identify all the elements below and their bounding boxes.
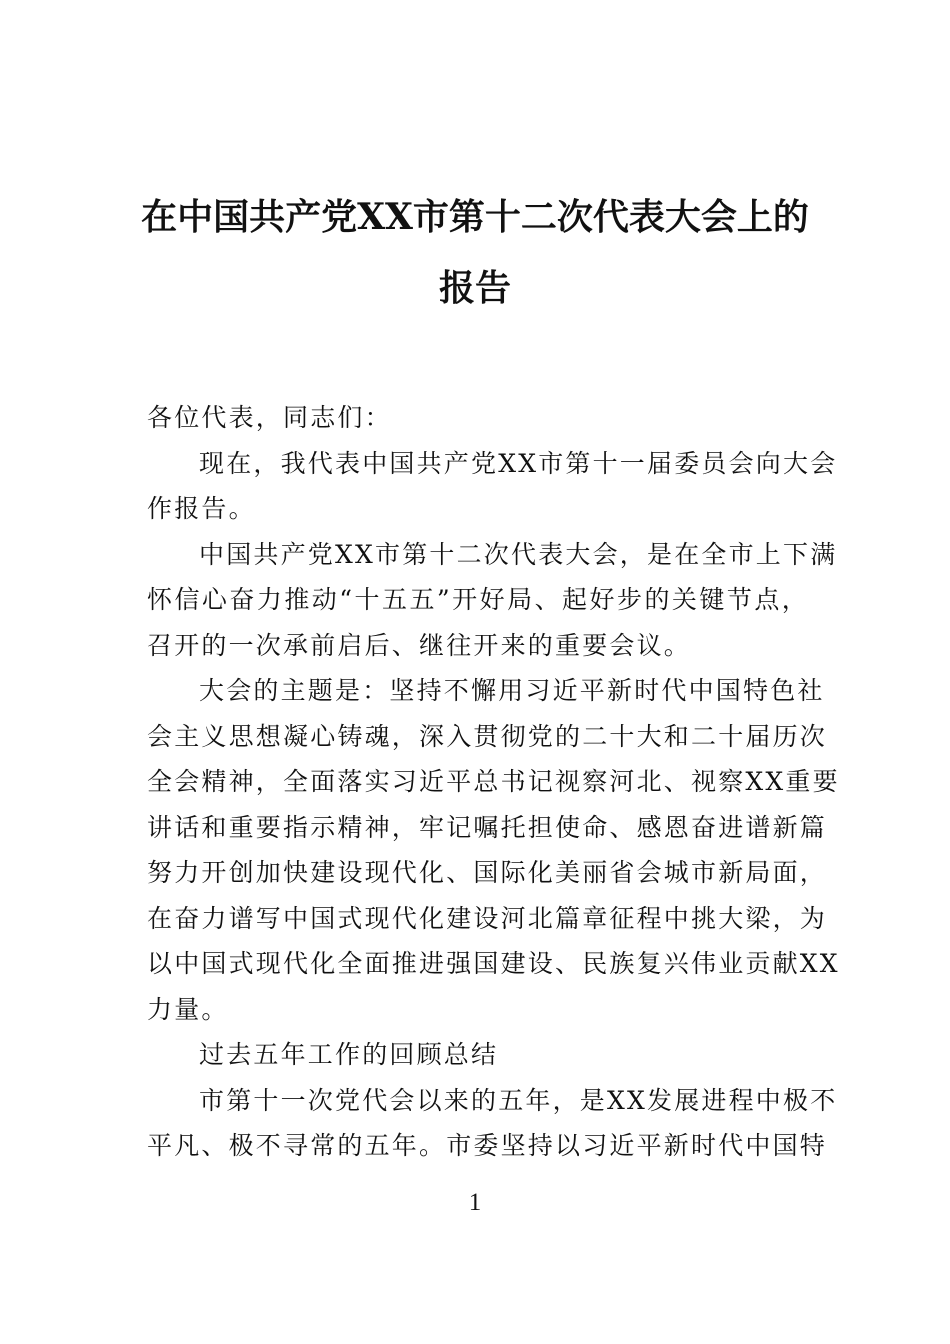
- text-line: 大会的主题是：坚持不懈用习近平新时代中国特色社: [199, 676, 825, 705]
- text-line: 努力开创加快建设现代化、国际化美丽省会城市新局面，: [147, 858, 828, 887]
- title-line-1: 在中国共产党XX市第十二次代表大会上的: [141, 196, 809, 238]
- text-line: 作报告。: [147, 494, 256, 523]
- page-number: 1: [468, 1189, 482, 1216]
- title-line-2: 报告: [438, 267, 511, 309]
- text-line: 怀信心奋力推动“十五五”开好局、起好步的关键节点，: [147, 585, 809, 614]
- text-line: 全会精神，全面落实习近平总书记视察河北、视察XX重要: [147, 767, 840, 796]
- text-line: 召开的一次承前启后、继往开来的重要会议。: [147, 630, 692, 660]
- text-line: 平凡、极不寻常的五年。市委坚持以习近平新时代中国特: [147, 1131, 828, 1160]
- text-line: 各位代表，同志们：: [147, 403, 392, 432]
- text-line: 力量。: [147, 994, 229, 1024]
- text-line: 在奋力谱写中国式现代化建设河北篇章征程中挑大梁，为: [147, 903, 828, 933]
- text-line: 市第十一次党代会以来的五年，是XX发展进程中极不: [199, 1085, 838, 1115]
- text-line: 现在，我代表中国共产党XX市第十一届委员会向大会: [199, 448, 838, 478]
- text-line: 讲话和重要指示精神，牢记嘱托担使命、感恩奋进谱新篇: [147, 812, 828, 842]
- text-line: 会主义思想凝心铸魂，深入贯彻党的二十大和二十届历次: [147, 721, 828, 751]
- document-body: [147, 395, 840, 1169]
- text-line: 以中国式现代化全面推进强国建设、民族复兴伟业贡献XX: [147, 949, 840, 978]
- text-line: 过去五年工作的回顾总结: [199, 1040, 499, 1069]
- text-line: 中国共产党XX市第十二次代表大会，是在全市上下满: [199, 539, 838, 569]
- document-title: [140, 190, 810, 315]
